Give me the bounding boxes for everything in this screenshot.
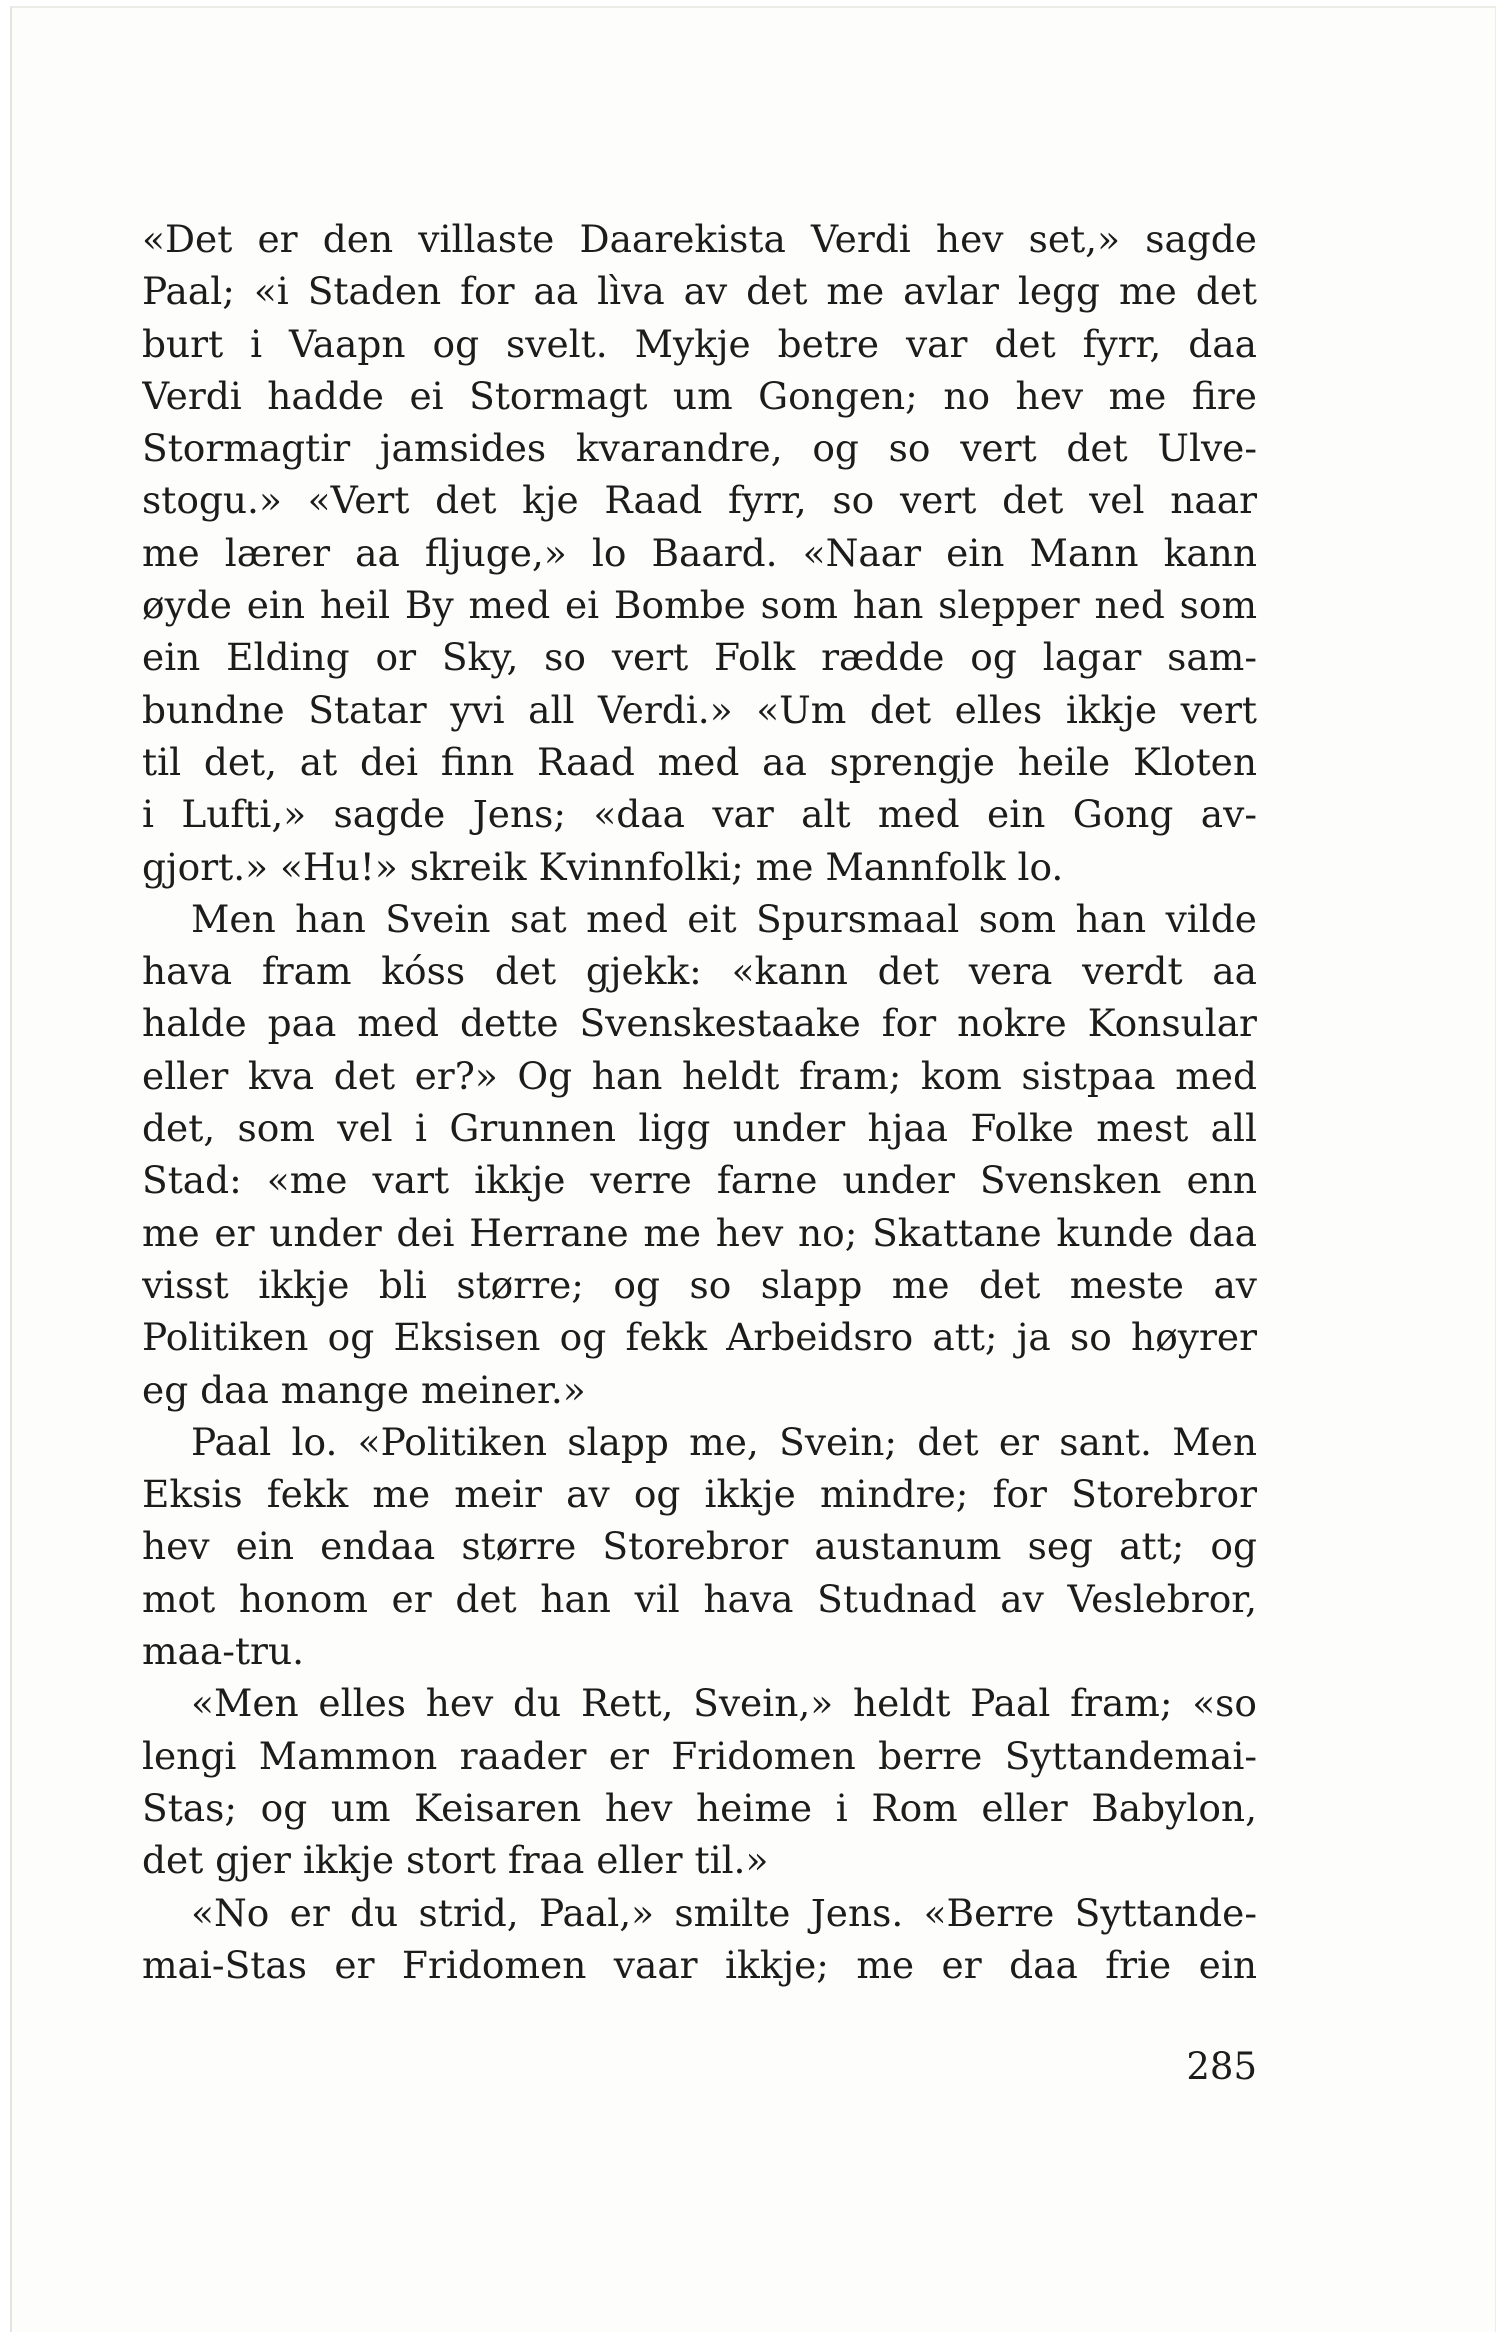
book-page [10, 6, 1496, 2332]
text-line: stogu.» «Vert det kje Raad fyrr, so vert det vel naar [142, 478, 1257, 523]
page-number: 285 [1186, 2045, 1257, 2088]
text-line: Paal lo. «Politiken slapp me, Svein; det er sant. Men [191, 1419, 1257, 1464]
text-line: hev ein endaa større Storebror austanum seg att; og [142, 1524, 1257, 1569]
text-line: det gjer ikkje stort fraa eller til.» [142, 1838, 769, 1883]
text-line: «No er du strid, Paal,» smilte Jens. «Berre Syttande- [191, 1890, 1257, 1935]
text-line: eller kva det er?» Og han heldt fram; kom sistpaa med [142, 1053, 1257, 1098]
text-line: me lærer aa fljuge,» lo Baard. «Naar ein Mann kann [142, 530, 1257, 575]
text-line: visst ikkje bli større; og so slapp me det meste av [142, 1262, 1257, 1307]
text-line: Stad: «me vart ikkje verre farne under Svensken enn [142, 1158, 1257, 1203]
text-line: Paal; «i Staden for aa lìva av det me avlar legg me det [142, 269, 1257, 314]
text-line: burt i Vaapn og svelt. Mykje betre var det fyrr, daa [142, 321, 1257, 366]
text-line: Stas; og um Keisaren hev heime i Rom eller Babylon, [142, 1785, 1257, 1830]
text-line: Eksis fekk me meir av og ikkje mindre; for Storebror [142, 1472, 1257, 1517]
text-line: Men han Svein sat med eit Spursmaal som han vilde [191, 896, 1257, 941]
body-text [142, 213, 1257, 1991]
text-line: Politiken og Eksisen og fekk Arbeidsro att; ja so høyrer [142, 1315, 1257, 1360]
text-line: me er under dei Herrane me hev no; Skattane kunde daa [142, 1210, 1257, 1255]
text-line: Verdi hadde ei Stormagt um Gongen; no hev me fire [142, 373, 1257, 418]
text-line: eg daa mange meiner.» [142, 1367, 586, 1412]
text-line: «Men elles hev du Rett, Svein,» heldt Paal fram; «so [191, 1681, 1257, 1726]
text-line: det, som vel i Grunnen ligg under hjaa Folke mest all [142, 1106, 1257, 1151]
text-line: Stormagtir jamsides kvarandre, og so vert det Ulve- [142, 426, 1257, 471]
text-line: mot honom er det han vil hava Studnad av Veslebror, [142, 1576, 1257, 1621]
text-line: maa-tru. [142, 1629, 305, 1674]
text-line: ein Elding or Sky, so vert Folk rædde og lagar sam- [142, 635, 1257, 680]
text-line: i Lufti,» sagde Jens; «daa var alt med ein Gong av- [142, 792, 1257, 837]
text-line: lengi Mammon raader er Fridomen berre Syttandemai- [142, 1733, 1257, 1778]
text-line: halde paa med dette Svenskestaake for nokre Konsular [142, 1001, 1257, 1046]
text-line: øyde ein heil By med ei Bombe som han slepper ned som [142, 583, 1257, 628]
text-line: gjort.» «Hu!» skreik Kvinnfolki; me Mannfolk lo. [142, 844, 1064, 889]
text-line: mai-Stas er Fridomen vaar ikkje; me er daa frie ein [142, 1942, 1257, 1987]
text-line: hava fram kóss det gjekk: «kann det vera verdt aa [142, 949, 1257, 994]
text-line: «Det er den villaste Daarekista Verdi hev set,» sagde [142, 217, 1257, 261]
text-line: bundne Statar yvi all Verdi.» «Um det elles ikkje vert [142, 687, 1257, 732]
text-line: til det, at dei finn Raad med aa sprengje heile Kloten [142, 739, 1257, 784]
